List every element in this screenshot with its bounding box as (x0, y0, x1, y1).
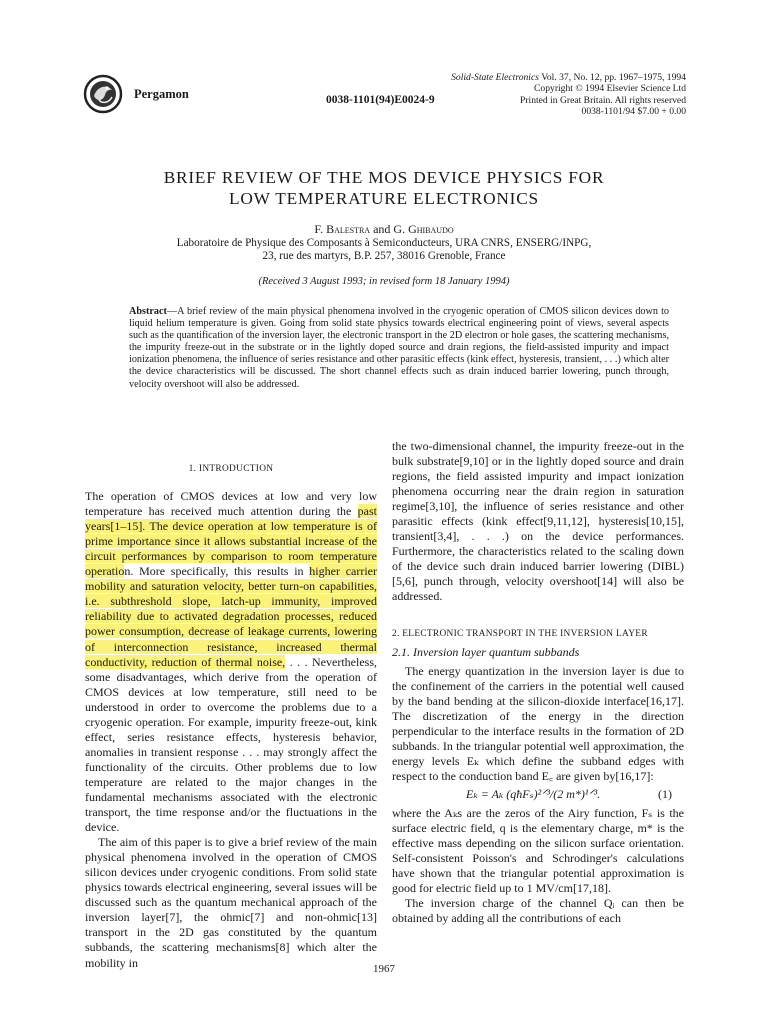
abstract-text: —A brief review of the main physical phenomena involved in the cryogenic operation of CMOS silicon devices down to liquid helium temperature is given. Going from solid state physics towards electrical engineering point of views, several aspects such as the quantification of the inversion layer, the electronic transport in the 2D electron or hole gases, the scattering mechanisms, the impurity freeze-out in the substrate or in the lightly doped source and drain regions, the field-assisted impurity and impact ionization phenomena, the influence of series resistance and other parasitic effects (kink effect, hysteresis, transient, . . .) which alter the device characteristics will be discussed. The short channel effects such as drain induced barrier lowering, punch through, velocity overshoot will also be addressed. (129, 306, 669, 390)
abstract (129, 306, 669, 391)
intro-continuation: the two-dimensional channel, the impurity freeze-out in the bulk substrate[9,10] or in the lightly doped source and drain regions, the field assisted impurity and impact ionization phenomena occurring near the drain region in saturation regime[3,10], the influence of series resistance and other parasitic effects (kink effect[9,11,12], hysteresis[10,15], transient[3,4], . . .) on the device performances. Furthermore, the characteristics related to the scaling down of the device such drain induced barrier lowering (DIBL)[5,6], punch through, velocity overshoot[14] will also be addressed. (392, 439, 684, 604)
page-number: 1967 (373, 963, 395, 975)
highlighted-text: higher carrier mobility and saturation velocity, better turn-on capabilities, i.e. subthreshold slope, latch-up immunity, improved reliability due to activated degradation processes, reduced power consumption, decrease of leakage currents, lowering of interconnection resistance, increased thermal conductivity, reduction of thermal noise, (85, 564, 377, 669)
highlighted-text: past years[1–15]. The device operation at low temperature is of prime importance since it allows substantial increase of the circuit performances by comparison to room temperature operatio (85, 504, 377, 579)
affiliation-line-2: 23, rue des martyrs, B.P. 257, 38016 Grenoble, France (262, 250, 506, 263)
journal-citation (451, 72, 686, 83)
title-line-2: LOW TEMPERATURE ELECTRONICS (229, 188, 539, 208)
pergamon-logo-icon (82, 74, 124, 114)
title-line-1: BRIEF REVIEW OF THE MOS DEVICE PHYSICS FOR (163, 168, 605, 187)
equation-number: (1) (658, 786, 672, 801)
right-column (392, 439, 684, 926)
article-code: 0038-1101(94)E0024-9 (326, 94, 435, 106)
printed-line: Printed in Great Britain. All rights reserved (520, 94, 686, 106)
paper-title (0, 168, 768, 209)
journal-info (451, 72, 686, 118)
abstract-label: Abstract (129, 306, 167, 317)
subsection-heading-quantum-subbands: 2.1. Inversion layer quantum subbands (392, 644, 580, 659)
subbands-paragraph-2: where the Aₖs are the zeros of the Airy function, Fₛ is the surface electric field, q is the elementary charge, m* is the effective mass depending on the silicon surface orientation. Self-consistent Poisson's and Schrodinger's calculations have shown that the triangular potential approximation is good for electric field up to 1 MV/cm[17,18]. (392, 805, 684, 896)
affiliation (0, 237, 768, 264)
author-conjunction: and (370, 222, 394, 236)
equation-formula: Eₖ = Aₖ (qħFₛ)²ᐟ³/(2 m*)¹ᐟ³. (466, 786, 601, 801)
left-column (85, 462, 377, 971)
journal-volume: Vol. 37, No. 12, pp. 1967–1975, 1994 (541, 72, 686, 83)
intro-text: The operation of CMOS devices at low and very low temperature has received much attention during the (85, 489, 377, 519)
authors (0, 222, 768, 237)
intro-text: n. More specifically, this results in (124, 564, 310, 579)
price-line: 0038-1101/94 $7.00 + 0.00 (581, 106, 686, 118)
intro-paragraph-1 (85, 489, 377, 835)
intro-paragraph-2: The aim of this paper is to give a brief review of the main physical phenomena involved in the operation of CMOS silicon devices under cryogenic conditions. From solid state physics towards electrical engineering, several issues will be discussed such as the quantum mechanical approach of the inversion layer[7], the ohmic[7] and non-ohmic[13] transport in the 2D gas constituted by the quantum subbands, the scattering mechanisms[8] which alter the mobility in (85, 835, 377, 970)
author-2: G. Ghibaudo (393, 222, 454, 236)
publisher-name: Pergamon (134, 87, 189, 101)
section-heading-electronic-transport: 2. ELECTRONIC TRANSPORT IN THE INVERSION LAYER (392, 628, 648, 639)
intro-text: . . . Nevertheless, some disadvantages, which derive from the operation of CMOS devices at low temperature, still need to be understood in order to overcome the problems due to a cryogenic operation. For example, impurity freeze-out, kink effect, series resistance effects, hysteresis behavior, anomalies in transient response . . . may strongly affect the functionality of the circuits. Other problems due to low temperature are related to the major changes in the fundamental mechanisms associated with the electronic transport, the time response and/or the fluctuations in the device. (85, 654, 377, 835)
received-dates: (Received 3 August 1993; in revised form 18 January 1994) (258, 276, 510, 287)
subbands-paragraph-1: The energy quantization in the inversion layer is due to the confinement of the carriers in the potential well caused by the band bending at the silicon-dioxide interface[16,17]. The discretization of the energy in the direction perpendicular to the interface results in the formation of 2D subbands. In the triangular potential well approximation, the energy levels Eₖ which define the subband edges with respect to the conduction band E꜀ are given by[16,17]: (392, 663, 684, 783)
subbands-paragraph-3: The inversion charge of the channel Qᵢ can then be obtained by adding all the contributions of each (392, 896, 684, 926)
affiliation-line-1: Laboratoire de Physique des Composants à Semiconducteurs, URA CNRS, ENSERG/INPG, (176, 237, 592, 249)
journal-name: Solid-State Electronics (451, 72, 539, 83)
section-heading-introduction: 1. INTRODUCTION (188, 464, 274, 474)
copyright-line: Copyright © 1994 Elsevier Science Ltd (534, 83, 686, 95)
equation-1 (392, 784, 684, 806)
author-1: F. Balestra (314, 222, 371, 236)
